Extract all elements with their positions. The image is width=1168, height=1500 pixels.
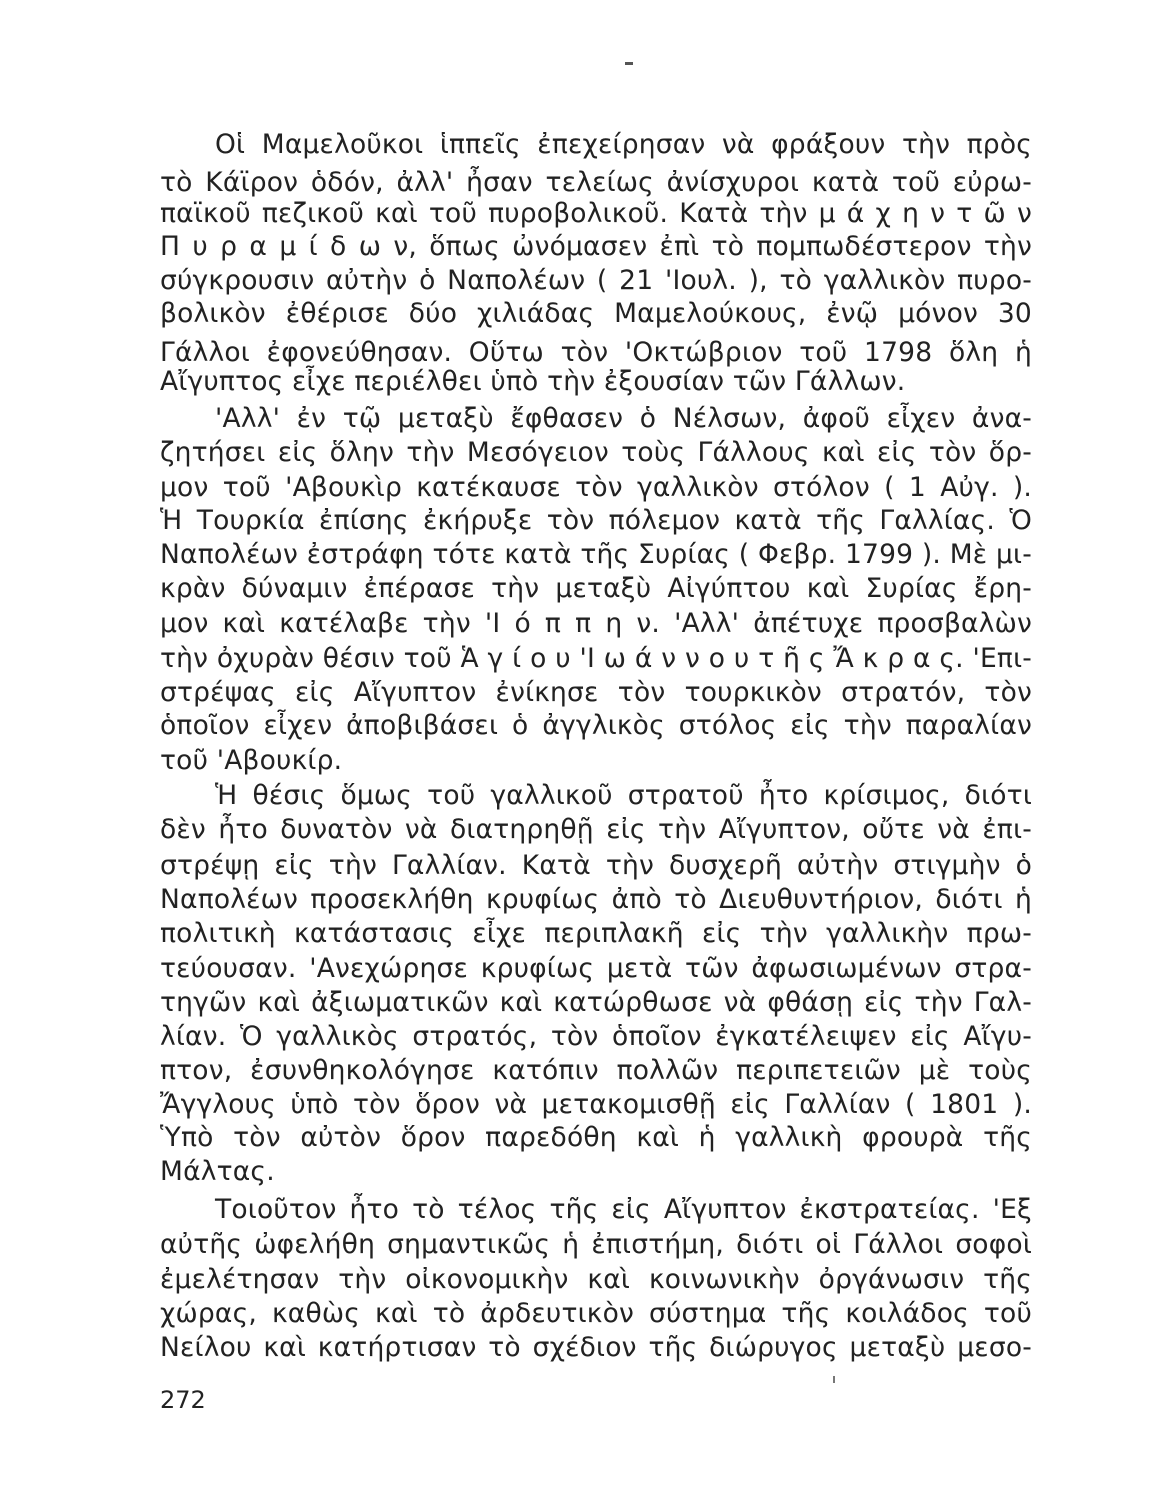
- text-line: πολιτικὴ κατάστασις εἶχε περιπλακῆ εἰς τὴν γαλλικὴν πρω-: [160, 918, 1032, 949]
- text-line: σύγκρουσιν αὐτὴν ὁ Ναπολέων ( 21 'Ιουλ. ), τὸ γαλλικὸν πυρο-: [160, 265, 1032, 296]
- text-line: χώρας, καθὼς καὶ τὸ ἀρδευτικὸν σύστημα τῆς κοιλάδος τοῦ: [160, 1298, 1032, 1329]
- scan-speck: [625, 62, 633, 65]
- text-line: Αἴγυπτος εἶχε περιέλθει ὑπὸ τὴν ἐξουσίαν τῶν Γάλλων.: [160, 366, 906, 397]
- text-line: βολικὸν ἐθέρισε δύο χιλιάδας Μαμελούκους, ἐνῷ μόνον 30: [160, 298, 1032, 329]
- text-line: κρὰν δύναμιν ἐπέρασε τὴν μεταξὺ Αἰγύπτου καὶ Συρίας ἔρη-: [160, 573, 1032, 604]
- text-line: Τοιοῦτον ἦτο τὸ τέλος τῆς εἰς Αἴγυπτον ἐκστρατείας. 'Εξ: [215, 1194, 1032, 1225]
- text-line: τεύουσαν. 'Ανεχώρησε κρυφίως μετὰ τῶν ἀφωσιωμένων στρα-: [160, 953, 1032, 984]
- text-line: Ναπολέων ἐστράφη τότε κατὰ τῆς Συρίας ( Φεβρ. 1799 ). Μὲ μι-: [160, 539, 1032, 570]
- text-line: τοῦ 'Αβουκίρ.: [160, 745, 343, 776]
- text-line: μον τοῦ 'Αβουκὶρ κατέκαυσε τὸν γαλλικὸν στόλον ( 1 Αὐγ. ).: [160, 472, 1032, 503]
- text-line: τὸ Κάϊρον ὁδόν, ἀλλ' ἦσαν τελείως ἀνίσχυροι κατὰ τοῦ εὐρω-: [160, 167, 1032, 198]
- text-line: τὴν ὀχυρὰν θέσιν τοῦ Ἁ γ ί ο υ 'Ι ω ά ν ν ο υ τ ῆ ς Ἄ κ ρ α ς. 'Επι-: [160, 643, 1032, 674]
- text-line: Ἡ Τουρκία ἐπίσης ἐκήρυξε τὸν πόλεμον κατὰ τῆς Γαλλίας. Ὁ: [160, 505, 1032, 536]
- text-line: πτον, ἐσυνθηκολόγησε κατόπιν πολλῶν περιπετειῶν μὲ τοὺς: [160, 1055, 1032, 1086]
- text-line: Π υ ρ α μ ί δ ω ν, ὅπως ὠνόμασεν ἐπὶ τὸ πομπωδέστερον τὴν: [160, 231, 1032, 262]
- text-line: Γάλλοι ἐφονεύθησαν. Οὕτω τὸν 'Οκτώβριον τοῦ 1798 ὅλη ἡ: [160, 337, 1032, 368]
- text-line: αὐτῆς ὠφελήθη σημαντικῶς ἡ ἐπιστήμη, διότι οἱ Γάλλοι σοφοὶ: [160, 1229, 1032, 1260]
- text-line: στρέψας εἰς Αἴγυπτον ἐνίκησε τὸν τουρκικὸν στρατόν, τὸν: [160, 677, 1032, 708]
- text-line: Νείλου καὶ κατήρτισαν τὸ σχέδιον τῆς διώρυγος μεταξὺ μεσο-: [160, 1332, 1032, 1363]
- text-line: Ναπολέων προσεκλήθη κρυφίως ἀπὸ τὸ Διευθυντήριον, διότι ἡ: [160, 884, 1032, 915]
- text-line: Ἡ θέσις ὅμως τοῦ γαλλικοῦ στρατοῦ ἦτο κρίσιμος, διότι: [215, 780, 1032, 811]
- text-line: Μάλτας.: [160, 1156, 275, 1187]
- text-line: Οἱ Μαμελοῦκοι ἱππεῖς ἐπεχείρησαν νὰ φράξουν τὴν πρὸς: [215, 129, 1032, 160]
- text-line: παϊκοῦ πεζικοῦ καὶ τοῦ πυροβολικοῦ. Κατὰ τὴν μ ά χ η ν τ ῶ ν: [160, 198, 1032, 229]
- text-line: Ὑπὸ τὸν αὐτὸν ὅρον παρεδόθη καὶ ἡ γαλλικὴ φρουρὰ τῆς: [160, 1122, 1032, 1153]
- text-line: ὁποῖον εἶχεν ἀποβιβάσει ὁ ἀγγλικὸς στόλος εἰς τὴν παραλίαν: [160, 710, 1032, 741]
- text-line: ζητήσει εἰς ὅλην τὴν Μεσόγειον τοὺς Γάλλους καὶ εἰς τὸν ὅρ-: [160, 437, 1032, 468]
- text-line: ἐμελέτησαν τὴν οἰκονομικὴν καὶ κοινωνικὴν ὀργάνωσιν τῆς: [160, 1264, 1032, 1295]
- scan-speck: [833, 1376, 835, 1383]
- text-line: στρέψῃ εἰς τὴν Γαλλίαν. Κατὰ τὴν δυσχερῆ αὐτὴν στιγμὴν ὁ: [160, 850, 1032, 881]
- page-number: 272: [160, 1386, 206, 1414]
- text-line: Ἄγγλους ὑπὸ τὸν ὅρον νὰ μετακομισθῇ εἰς Γαλλίαν ( 1801 ).: [160, 1089, 1032, 1120]
- text-line: δὲν ἦτο δυνατὸν νὰ διατηρηθῇ εἰς τὴν Αἴγυπτον, οὔτε νὰ ἐπι-: [160, 814, 1032, 845]
- text-line: λίαν. Ὁ γαλλικὸς στρατός, τὸν ὁποῖον ἐγκατέλειψεν εἰς Αἴγυ-: [160, 1021, 1032, 1052]
- text-line: 'Αλλ' ἐν τῷ μεταξὺ ἔφθασεν ὁ Νέλσων, ἀφοῦ εἶχεν ἀνα-: [215, 403, 1032, 434]
- text-line: μον καὶ κατέλαβε τὴν 'Ι ό π π η ν. 'Αλλ' ἀπέτυχε προσβαλὼν: [160, 608, 1032, 639]
- text-line: τηγῶν καὶ ἀξιωματικῶν καὶ κατώρθωσε νὰ φθάσῃ εἰς τὴν Γαλ-: [160, 987, 1032, 1018]
